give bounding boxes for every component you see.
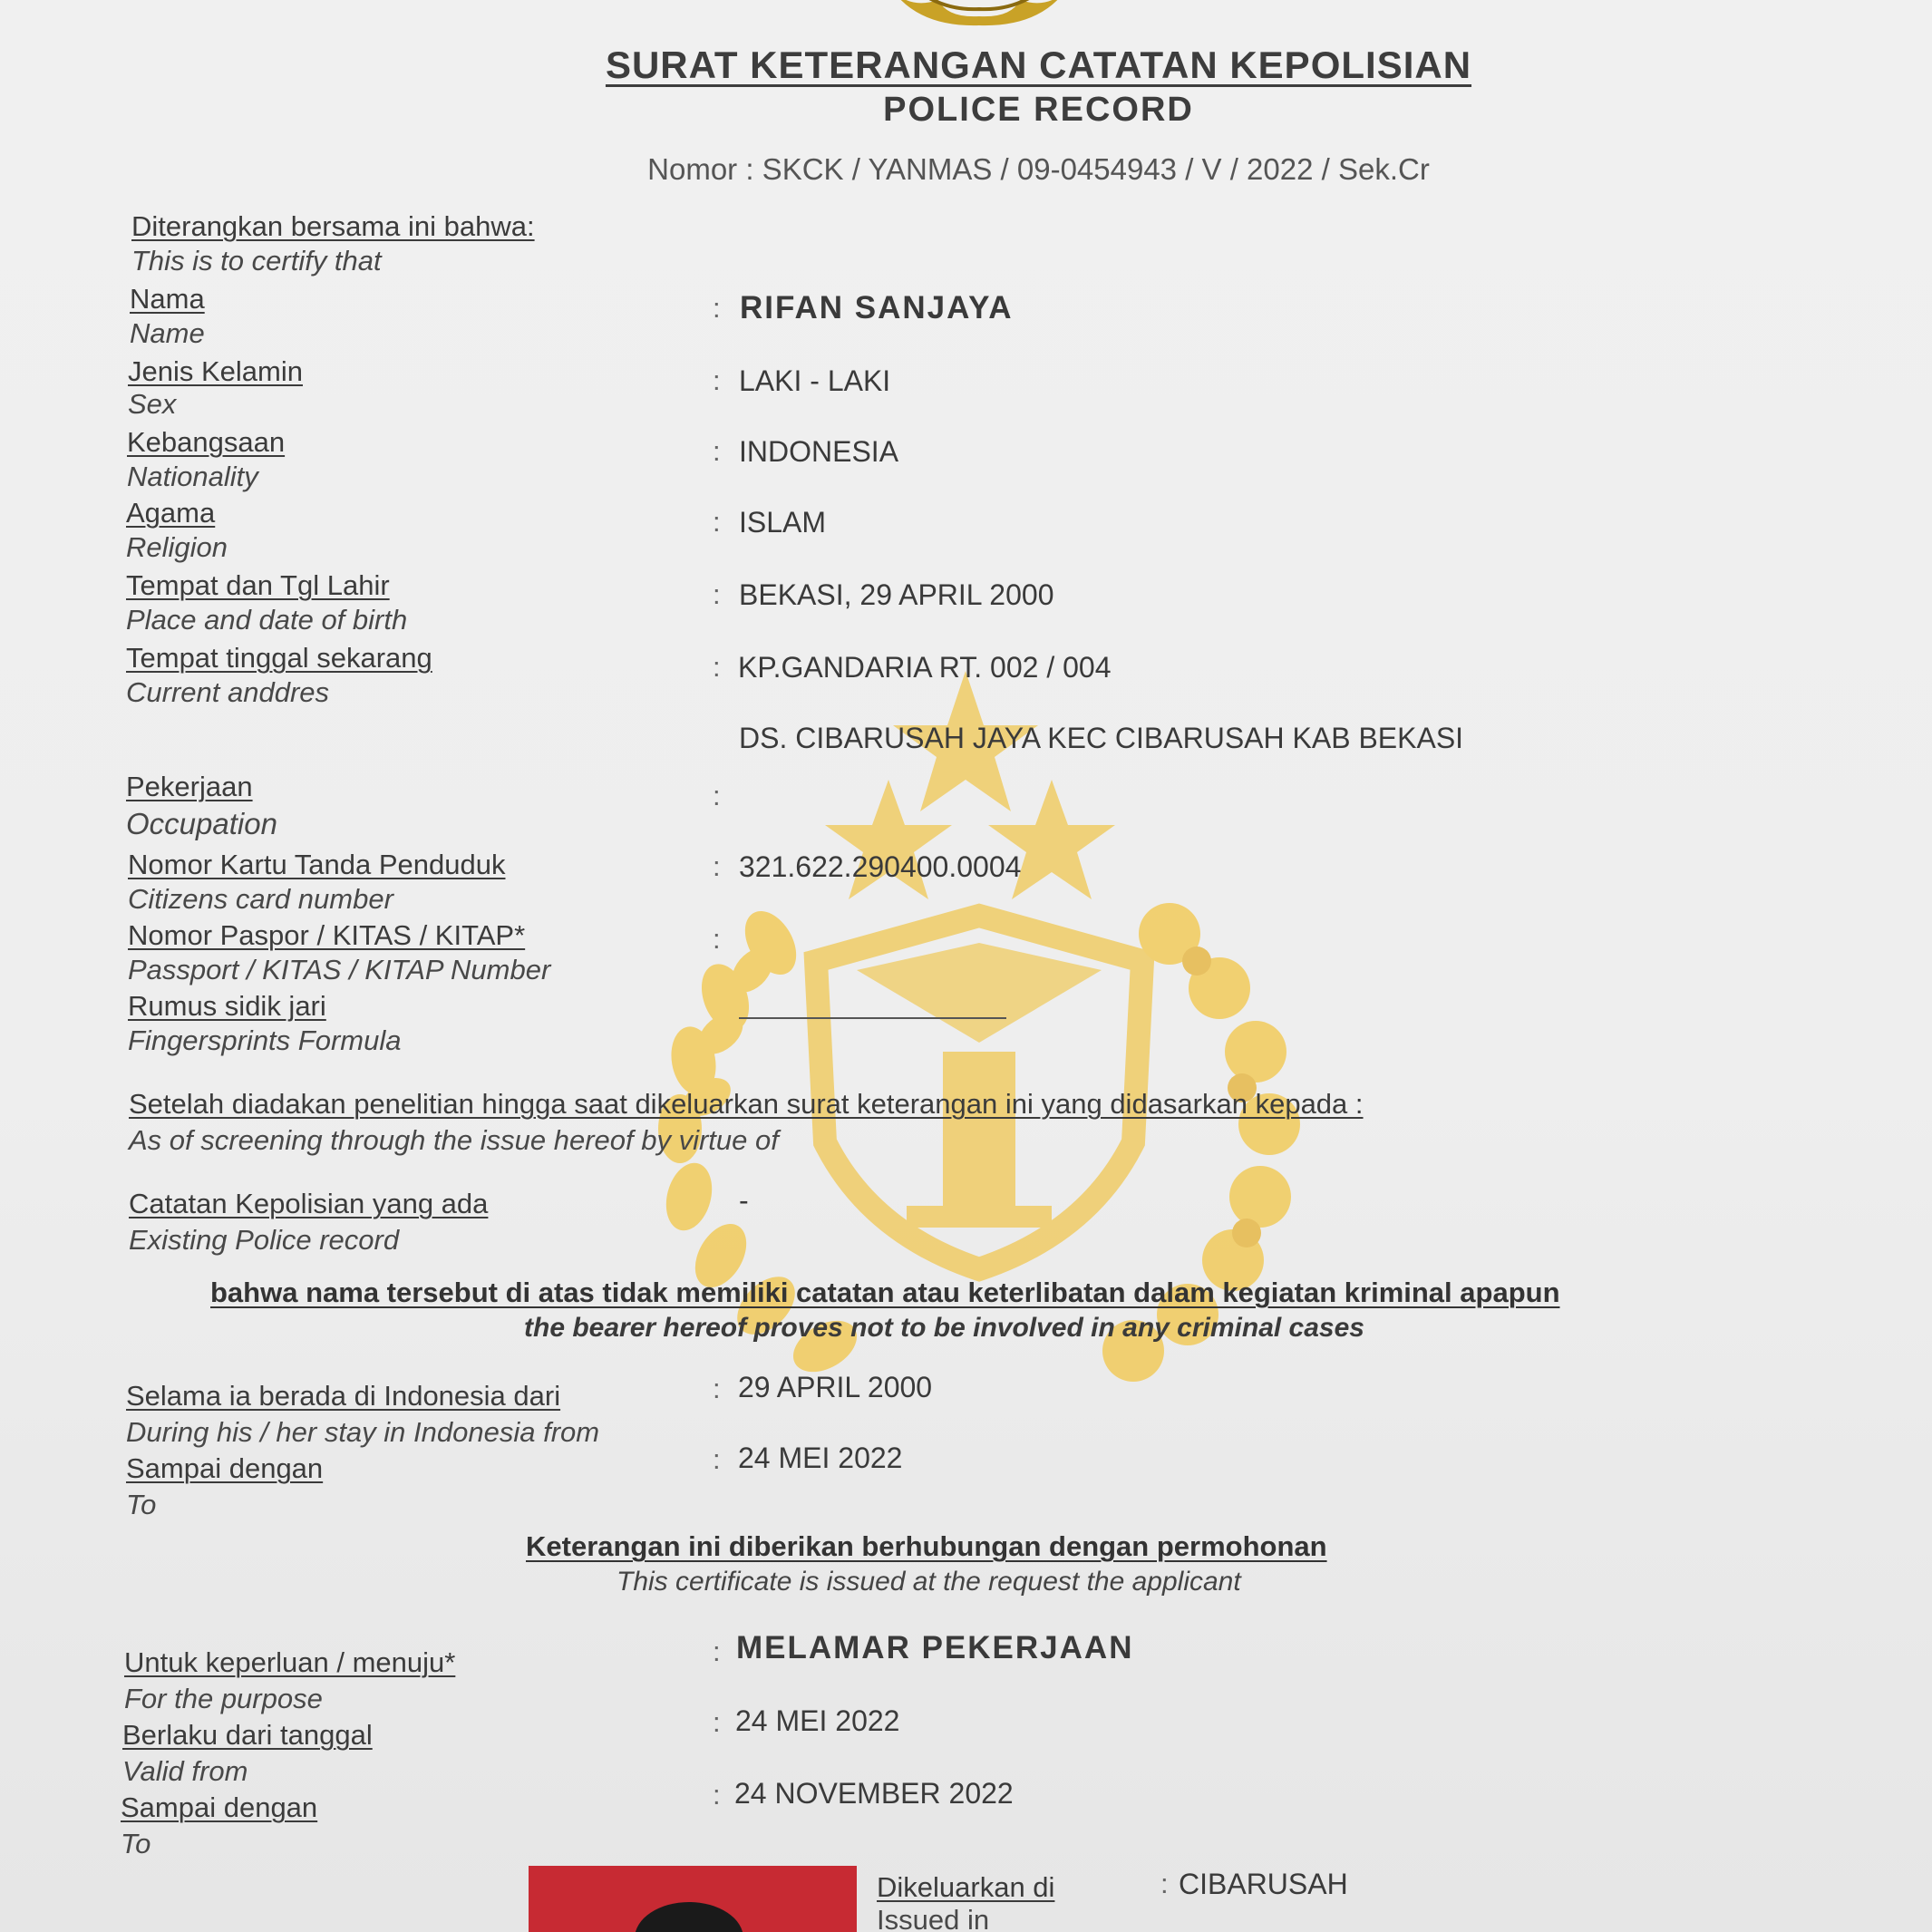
- police-emblem-top: [884, 0, 1074, 29]
- religion-value: ISLAM: [739, 506, 827, 539]
- sex-label: Jenis Kelamin: [128, 355, 303, 387]
- valid-to-label-en: To: [121, 1828, 151, 1859]
- issued-in-label-en: Issued in: [877, 1904, 990, 1932]
- issuance-text: Keterangan ini diberikan berhubungan dengan permohonan: [526, 1530, 1327, 1562]
- statement-text: bahwa nama tersebut di atas tidak memiliki catatan atau keterlibatan dalam kegiatan kriminal apapun: [210, 1277, 1560, 1308]
- issuance-text-en: This certificate is issued at the request the applicant: [616, 1567, 1241, 1597]
- statement-text-en: the bearer hereof proves not to be involved in any criminal cases: [524, 1313, 1364, 1343]
- passport-label: Nomor Paspor / KITAS / KITAP*: [128, 919, 526, 951]
- sex-label-en: Sex: [128, 388, 177, 420]
- issued-in-colon: :: [1160, 1868, 1169, 1899]
- stay-from-colon: :: [713, 1373, 721, 1404]
- stay-to-label: Sampai dengan: [126, 1452, 324, 1484]
- occupation-label-en: Occupation: [126, 807, 277, 840]
- name-colon: :: [713, 292, 721, 324]
- passport-label-en: Passport / KITAS / KITAP Number: [128, 954, 551, 985]
- valid-to-label: Sampai dengan: [121, 1791, 318, 1823]
- address-label: Tempat tinggal sekarang: [126, 642, 432, 674]
- valid-from-label-en: Valid from: [122, 1755, 248, 1787]
- ktp-label-en: Citizens card number: [128, 883, 393, 915]
- nationality-colon: :: [713, 435, 721, 467]
- nationality-label: Kebangsaan: [127, 426, 286, 458]
- police-record-value: -: [739, 1184, 749, 1217]
- address-colon: :: [713, 651, 721, 683]
- ktp-colon: :: [713, 850, 721, 882]
- document-title: SURAT KETERANGAN CATATAN KEPOLISIAN: [605, 44, 1472, 86]
- valid-to-colon: :: [713, 1779, 721, 1811]
- birth-value: BEKASI, 29 APRIL 2000: [739, 578, 1054, 611]
- stay-to-colon: :: [713, 1443, 721, 1475]
- valid-from-label: Berlaku dari tanggal: [122, 1719, 373, 1751]
- purpose-label: Untuk keperluan / menuju*: [124, 1646, 456, 1678]
- name-label: Nama: [130, 283, 205, 315]
- fingerprint-formula-line: [739, 1017, 1006, 1019]
- ktp-value: 321.622.290400.0004: [739, 850, 1022, 883]
- address-value-line2: DS. CIBARUSAH JAYA KEC CIBARUSAH KAB BEKASI: [739, 722, 1464, 754]
- police-record-label: Catatan Kepolisian yang ada: [129, 1188, 489, 1219]
- fingerprint-label-en: Fingersprints Formula: [128, 1024, 402, 1056]
- issued-in-value: CIBARUSAH: [1179, 1868, 1348, 1900]
- valid-from-colon: :: [713, 1706, 721, 1738]
- screening-label-en: As of screening through the issue hereof by virtue of: [129, 1124, 779, 1156]
- nationality-value: INDONESIA: [739, 435, 899, 468]
- occupation-colon: :: [713, 780, 721, 811]
- stay-from-value: 29 APRIL 2000: [738, 1371, 933, 1403]
- religion-label-en: Religion: [126, 531, 228, 563]
- sex-value: LAKI - LAKI: [739, 364, 891, 397]
- screening-label: Setelah diadakan penelitian hingga saat dikeluarkan surat keterangan ini yang didasarkan kepada :: [129, 1088, 1364, 1120]
- name-label-en: Name: [130, 317, 205, 349]
- purpose-colon: :: [713, 1636, 721, 1667]
- address-label-en: Current anddres: [126, 676, 330, 708]
- address-value-line1: KP.GANDARIA RT. 002 / 004: [738, 651, 1112, 684]
- nationality-label-en: Nationality: [127, 461, 258, 492]
- name-value: RIFAN SANJAYA: [740, 290, 1014, 325]
- ktp-label: Nomor Kartu Tanda Penduduk: [128, 849, 506, 880]
- occupation-label: Pekerjaan: [126, 771, 253, 802]
- purpose-label-en: For the purpose: [124, 1683, 323, 1714]
- valid-to-value: 24 NOVEMBER 2022: [734, 1777, 1014, 1810]
- purpose-value: MELAMAR PEKERJAAN: [736, 1630, 1134, 1665]
- valid-from-value: 24 MEI 2022: [735, 1704, 900, 1737]
- document-number: Nomor : SKCK / YANMAS / 09-0454943 / V / 2022 / Sek.Cr: [647, 152, 1430, 186]
- document-subtitle: POLICE RECORD: [883, 91, 1194, 129]
- police-record-label-en: Existing Police record: [129, 1224, 400, 1256]
- sex-colon: :: [713, 364, 721, 396]
- issued-in-label: Dikeluarkan di: [877, 1871, 1055, 1903]
- intro-label: Diterangkan bersama ini bahwa:: [131, 210, 535, 242]
- stay-from-label: Selama ia berada di Indonesia dari: [126, 1380, 561, 1412]
- religion-label: Agama: [126, 497, 216, 529]
- intro-label-en: This is to certify that: [131, 245, 382, 277]
- passport-colon: :: [713, 923, 721, 955]
- birth-label-en: Place and date of birth: [126, 604, 408, 636]
- fingerprint-label: Rumus sidik jari: [128, 990, 326, 1022]
- religion-colon: :: [713, 506, 721, 538]
- stay-to-value: 24 MEI 2022: [738, 1442, 903, 1474]
- stay-to-label-en: To: [126, 1489, 157, 1520]
- birth-colon: :: [713, 578, 721, 610]
- stay-from-label-en: During his / her stay in Indonesia from: [126, 1416, 600, 1448]
- birth-label: Tempat dan Tgl Lahir: [126, 569, 390, 601]
